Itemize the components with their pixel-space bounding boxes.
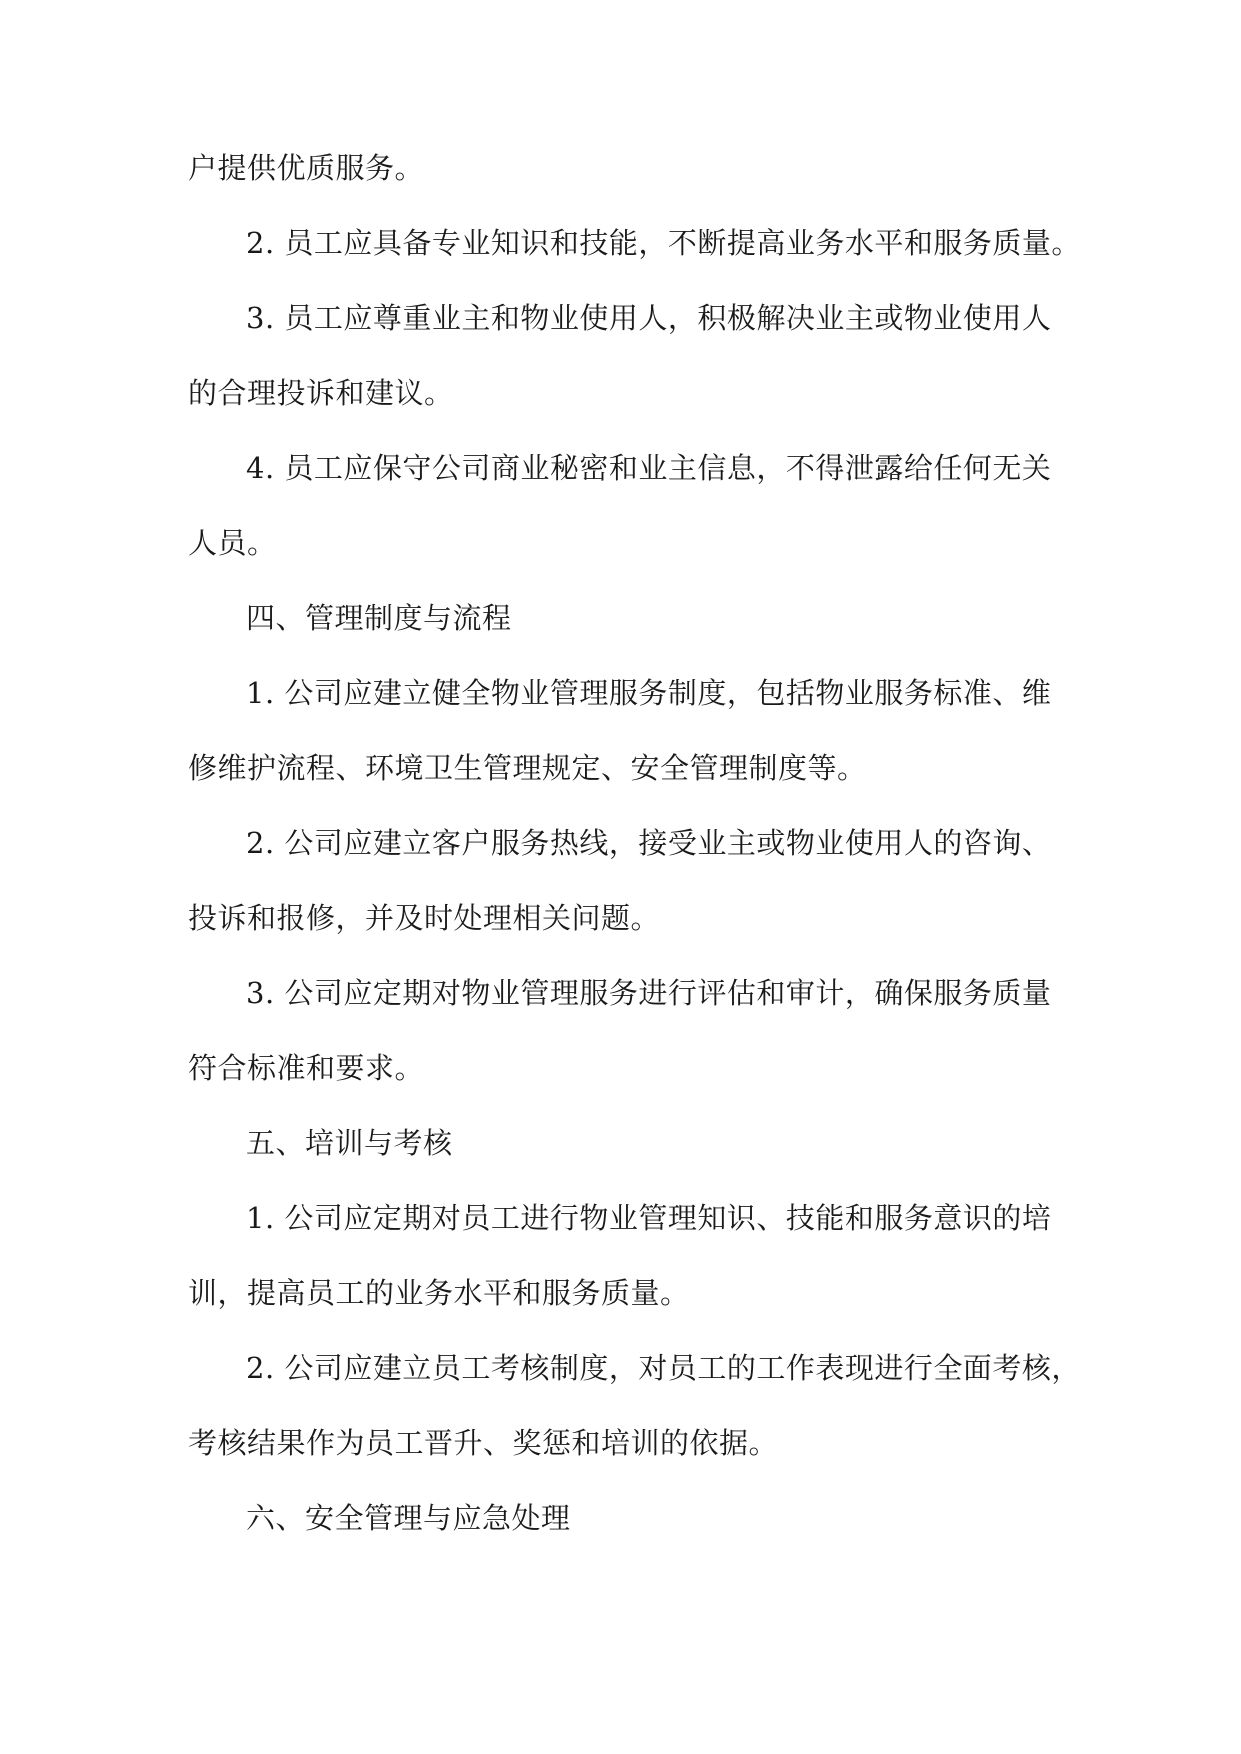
list-item: 2. 公司应建立员工考核制度，对员工的工作表现进行全面考核， [246, 1351, 1081, 1385]
text-line: 人员。 [188, 526, 277, 560]
list-item: 1. 公司应建立健全物业管理服务制度，包括物业服务标准、维 [246, 676, 1052, 710]
section-heading: 六、安全管理与应急处理 [246, 1501, 571, 1535]
list-item: 2. 员工应具备专业知识和技能，不断提高业务水平和服务质量。 [246, 226, 1081, 260]
list-item: 2. 公司应建立客户服务热线，接受业主或物业使用人的咨询、 [246, 826, 1052, 860]
list-item: 4. 员工应保守公司商业秘密和业主信息，不得泄露给任何无关 [246, 451, 1052, 485]
text-line: 训，提高员工的业务水平和服务质量。 [188, 1276, 690, 1310]
text-line: 修维护流程、环境卫生管理规定、安全管理制度等。 [188, 751, 867, 785]
section-heading: 五、培训与考核 [246, 1126, 453, 1160]
text-line: 户提供优质服务。 [188, 151, 425, 185]
text-line: 的合理投诉和建议。 [188, 376, 454, 410]
text-line: 考核结果作为员工晋升、奖惩和培训的依据。 [188, 1426, 779, 1460]
list-item: 3. 公司应定期对物业管理服务进行评估和审计，确保服务质量 [246, 976, 1052, 1010]
section-heading: 四、管理制度与流程 [246, 601, 512, 635]
list-item: 3. 员工应尊重业主和物业使用人，积极解决业主或物业使用人 [246, 301, 1052, 335]
list-item: 1. 公司应定期对员工进行物业管理知识、技能和服务意识的培 [246, 1201, 1052, 1235]
text-line: 符合标准和要求。 [188, 1051, 425, 1085]
text-line: 投诉和报修，并及时处理相关问题。 [188, 901, 661, 935]
